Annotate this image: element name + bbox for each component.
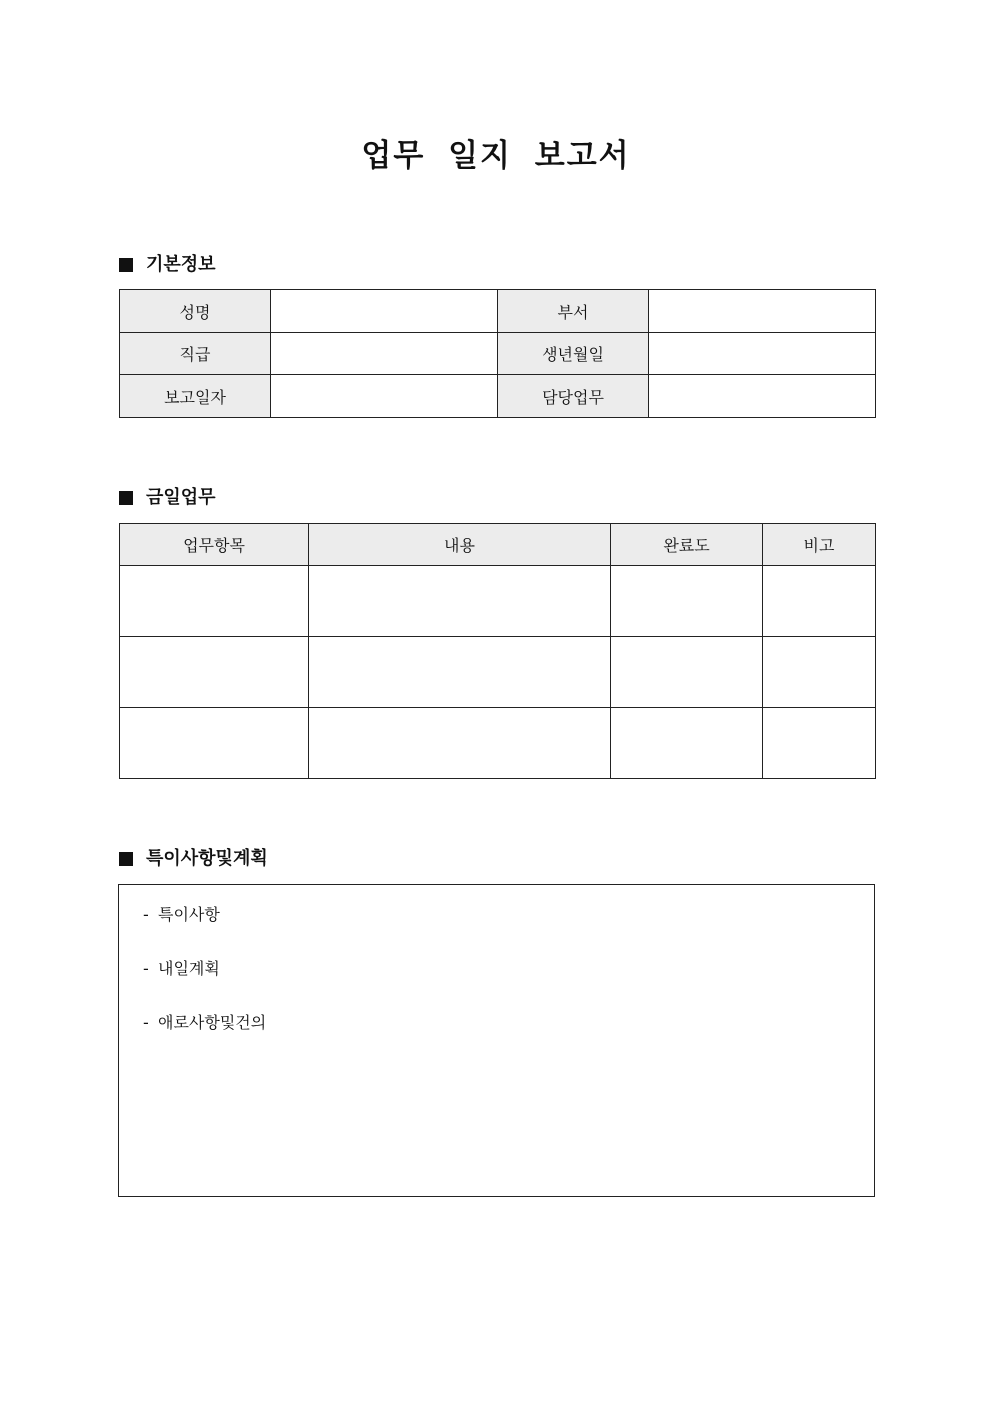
section-heading-remarks: [119, 847, 268, 871]
document-title: 업무 일지 보고서: [361, 138, 631, 174]
name-field[interactable]: [271, 290, 498, 333]
section-heading-basic-info: [119, 253, 216, 277]
today-work-table: [119, 523, 876, 779]
remark-item-tomorrow-plan: [143, 958, 220, 980]
basic-info-table: [119, 289, 876, 418]
work-completion-cell[interactable]: [611, 637, 763, 708]
work-completion-cell[interactable]: [611, 566, 763, 637]
section-title: 금일업무: [146, 487, 216, 508]
remark-item-special: [143, 904, 220, 926]
work-item-cell[interactable]: [120, 637, 309, 708]
label-name: 성명: [120, 290, 271, 333]
section-heading-today-work: [119, 486, 216, 510]
table-row: [120, 333, 876, 375]
column-header-note: 비고: [763, 524, 876, 566]
table-row: [120, 708, 876, 779]
section-title: 기본정보: [146, 254, 216, 275]
work-note-cell[interactable]: [763, 708, 876, 779]
column-header-completion: 완료도: [611, 524, 763, 566]
work-note-cell[interactable]: [763, 566, 876, 637]
report-date-field[interactable]: [271, 375, 498, 418]
dash-bullet: -: [143, 1013, 149, 1032]
remarks-text-area[interactable]: [118, 884, 875, 1197]
remark-label: 내일계획: [158, 959, 220, 978]
work-content-cell[interactable]: [309, 637, 611, 708]
remark-label: 특이사항: [158, 905, 220, 924]
label-responsibility: 담당업무: [498, 375, 649, 418]
square-bullet-icon: [119, 852, 133, 866]
table-row: [120, 290, 876, 333]
label-birthdate: 생년월일: [498, 333, 649, 375]
rank-field[interactable]: [271, 333, 498, 375]
remark-label: 애로사항및건의: [158, 1013, 267, 1032]
column-header-item: 업무항목: [120, 524, 309, 566]
table-row: [120, 375, 876, 418]
department-field[interactable]: [649, 290, 876, 333]
dash-bullet: -: [143, 959, 149, 978]
column-header-content: 내용: [309, 524, 611, 566]
section-title: 특이사항및계획: [146, 848, 268, 869]
square-bullet-icon: [119, 491, 133, 505]
responsibility-field[interactable]: [649, 375, 876, 418]
work-completion-cell[interactable]: [611, 708, 763, 779]
label-department: 부서: [498, 290, 649, 333]
work-content-cell[interactable]: [309, 708, 611, 779]
work-note-cell[interactable]: [763, 637, 876, 708]
work-content-cell[interactable]: [309, 566, 611, 637]
square-bullet-icon: [119, 258, 133, 272]
label-rank: 직급: [120, 333, 271, 375]
remark-item-difficulties: [143, 1012, 266, 1034]
table-row: [120, 637, 876, 708]
work-item-cell[interactable]: [120, 708, 309, 779]
label-report-date: 보고일자: [120, 375, 271, 418]
table-header-row: [120, 524, 876, 566]
work-item-cell[interactable]: [120, 566, 309, 637]
dash-bullet: -: [143, 905, 149, 924]
table-row: [120, 566, 876, 637]
birthdate-field[interactable]: [649, 333, 876, 375]
